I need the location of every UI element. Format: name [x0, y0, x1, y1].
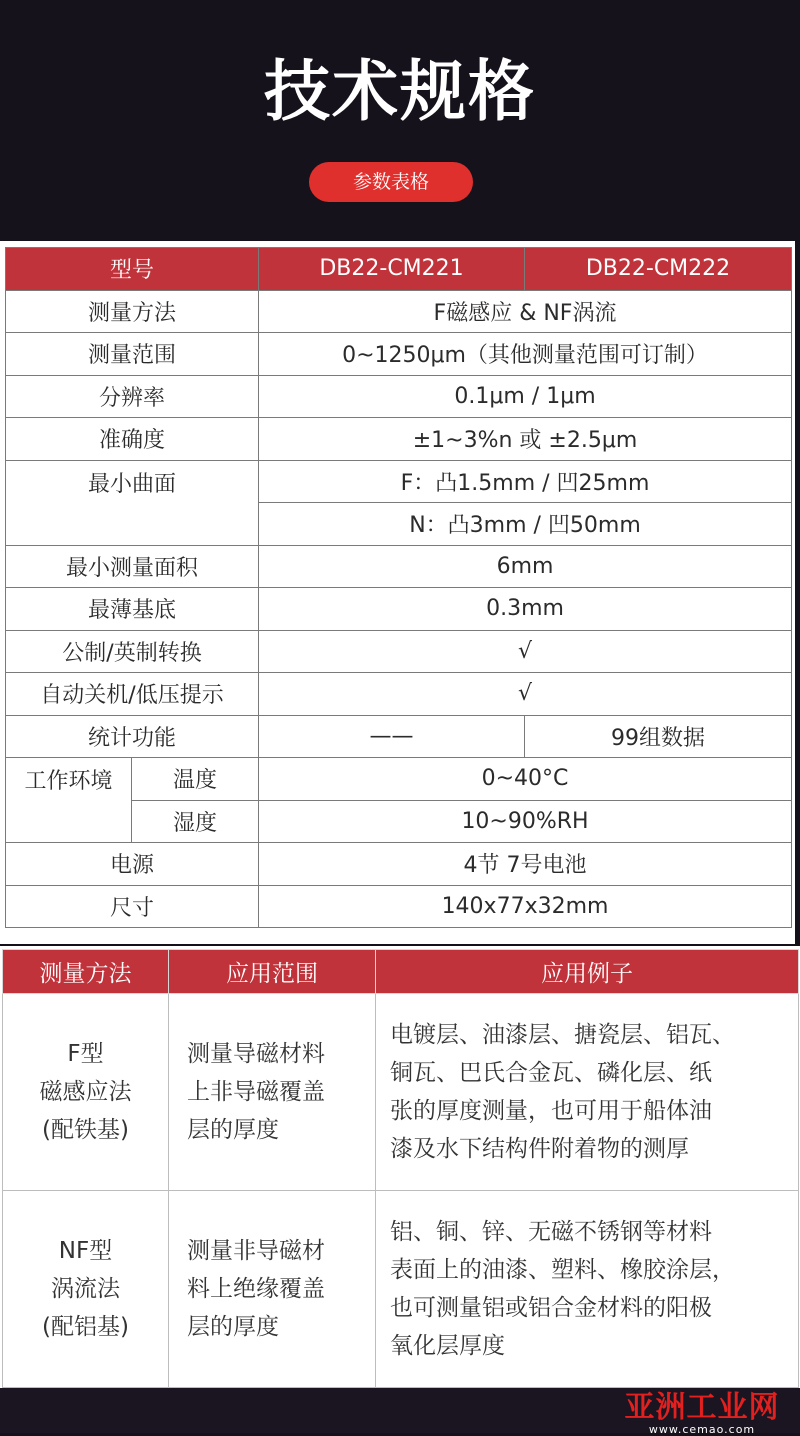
spec-row-power — [6, 843, 792, 886]
spec-value: N：凸3mm / 凹50mm — [259, 503, 792, 546]
model-label: 型号 — [6, 248, 259, 291]
spec-row-resolution — [6, 375, 792, 418]
range-line: 层的厚度 — [187, 1117, 279, 1143]
spec-row-unit-switch — [6, 630, 792, 673]
application-header-row — [3, 950, 799, 994]
spec-value: F：凸1.5mm / 凹25mm — [259, 460, 792, 503]
spec-row-temperature — [6, 758, 792, 801]
example-line: 铜瓦、巴氏合金瓦、磷化层、纸 — [390, 1060, 712, 1086]
spec-value: 10~90%RH — [259, 800, 792, 843]
spec-value: 0.1μm / 1μm — [259, 375, 792, 418]
spec-row-accuracy — [6, 418, 792, 461]
example-line: 表面上的油漆、塑料、橡胶涂层， — [390, 1257, 735, 1283]
range-line: 测量非导磁材 — [187, 1238, 325, 1264]
spec-sublabel: 湿度 — [132, 800, 259, 843]
range-cell — [169, 994, 376, 1191]
spec-label: 自动关机/低压提示 — [6, 673, 259, 716]
param-table-button[interactable]: 参数表格 — [309, 162, 473, 202]
method-cell — [3, 1191, 169, 1388]
page-title: 技术规格 — [264, 53, 536, 130]
spec-row-min-area — [6, 545, 792, 588]
range-line: 层的厚度 — [187, 1314, 279, 1340]
check-mark: √ — [259, 673, 792, 716]
example-cell — [376, 1191, 799, 1388]
spec-label: 最薄基底 — [6, 588, 259, 631]
method-line: F型 — [67, 1041, 104, 1067]
spec-label: 工作环境 — [6, 758, 132, 843]
spec-value: 140x77x32mm — [259, 885, 792, 928]
table-row — [3, 994, 799, 1191]
spec-value: F磁感应 & NF涡流 — [259, 290, 792, 333]
example-cell — [376, 994, 799, 1191]
application-panel — [0, 946, 800, 1388]
spec-table — [5, 247, 792, 928]
example-line: 电镀层、油漆层、搪瓷层、铝瓦、 — [390, 1022, 735, 1048]
watermark-text: 亚洲工业网 — [624, 1390, 780, 1425]
spec-header-row — [6, 248, 792, 291]
check-mark: √ — [259, 630, 792, 673]
example-line: 铝、铜、锌、无磁不锈钢等材料 — [390, 1219, 712, 1245]
example-line: 也可测量铝或铝合金材料的阳极 — [390, 1295, 712, 1321]
spec-label: 测量方法 — [6, 290, 259, 333]
range-cell — [169, 1191, 376, 1388]
spec-label: 电源 — [6, 843, 259, 886]
method-line: 磁感应法 — [39, 1079, 132, 1105]
spec-label: 准确度 — [6, 418, 259, 461]
spec-value: 0.3mm — [259, 588, 792, 631]
spec-label: 测量范围 — [6, 333, 259, 376]
model-b: DB22-CM222 — [525, 248, 792, 291]
spec-label: 公制/英制转换 — [6, 630, 259, 673]
spec-value-b: 99组数据 — [525, 715, 792, 758]
range-line: 料上绝缘覆盖 — [187, 1276, 325, 1302]
spec-value: 0~1250μm（其他测量范围可订制） — [259, 333, 792, 376]
spec-row-method — [6, 290, 792, 333]
table-row — [3, 1191, 799, 1388]
spec-label: 分辨率 — [6, 375, 259, 418]
spec-row-auto-off — [6, 673, 792, 716]
spec-label: 尺寸 — [6, 885, 259, 928]
range-line: 测量导磁材料 — [187, 1041, 325, 1067]
application-table — [2, 949, 799, 1388]
col-header-method: 测量方法 — [3, 950, 169, 994]
model-a: DB22-CM221 — [259, 248, 525, 291]
spec-row-curvature-f — [6, 460, 792, 503]
method-line: NF型 — [58, 1238, 113, 1264]
spec-value: ±1~3%n 或 ±2.5μm — [259, 418, 792, 461]
spec-panel — [0, 241, 795, 944]
spec-value: 4节 7号电池 — [259, 843, 792, 886]
col-header-range: 应用范围 — [169, 950, 376, 994]
watermark-logo — [614, 1392, 790, 1436]
method-line: 涡流法 — [51, 1276, 120, 1302]
spec-row-min-base — [6, 588, 792, 631]
spec-label: 统计功能 — [6, 715, 259, 758]
method-line: (配铁基) — [42, 1117, 129, 1143]
spec-value: 0~40°C — [259, 758, 792, 801]
col-header-example: 应用例子 — [376, 950, 799, 994]
spec-label: 最小测量面积 — [6, 545, 259, 588]
spec-value-a: —— — [259, 715, 525, 758]
method-line: (配铝基) — [42, 1314, 129, 1340]
method-cell — [3, 994, 169, 1191]
example-line: 张的厚度测量，也可用于船体油 — [390, 1098, 712, 1124]
spec-row-stats — [6, 715, 792, 758]
spec-row-size — [6, 885, 792, 928]
spec-value: 6mm — [259, 545, 792, 588]
spec-sublabel: 温度 — [132, 758, 259, 801]
spec-label: 最小曲面 — [6, 460, 259, 545]
header-banner — [0, 0, 800, 240]
example-line: 漆及水下结构件附着物的测厚 — [390, 1136, 689, 1162]
range-line: 上非导磁覆盖 — [187, 1079, 325, 1105]
watermark-url: www.cemao.com — [648, 1423, 756, 1436]
example-line: 氧化层厚度 — [390, 1333, 505, 1359]
spec-row-range — [6, 333, 792, 376]
